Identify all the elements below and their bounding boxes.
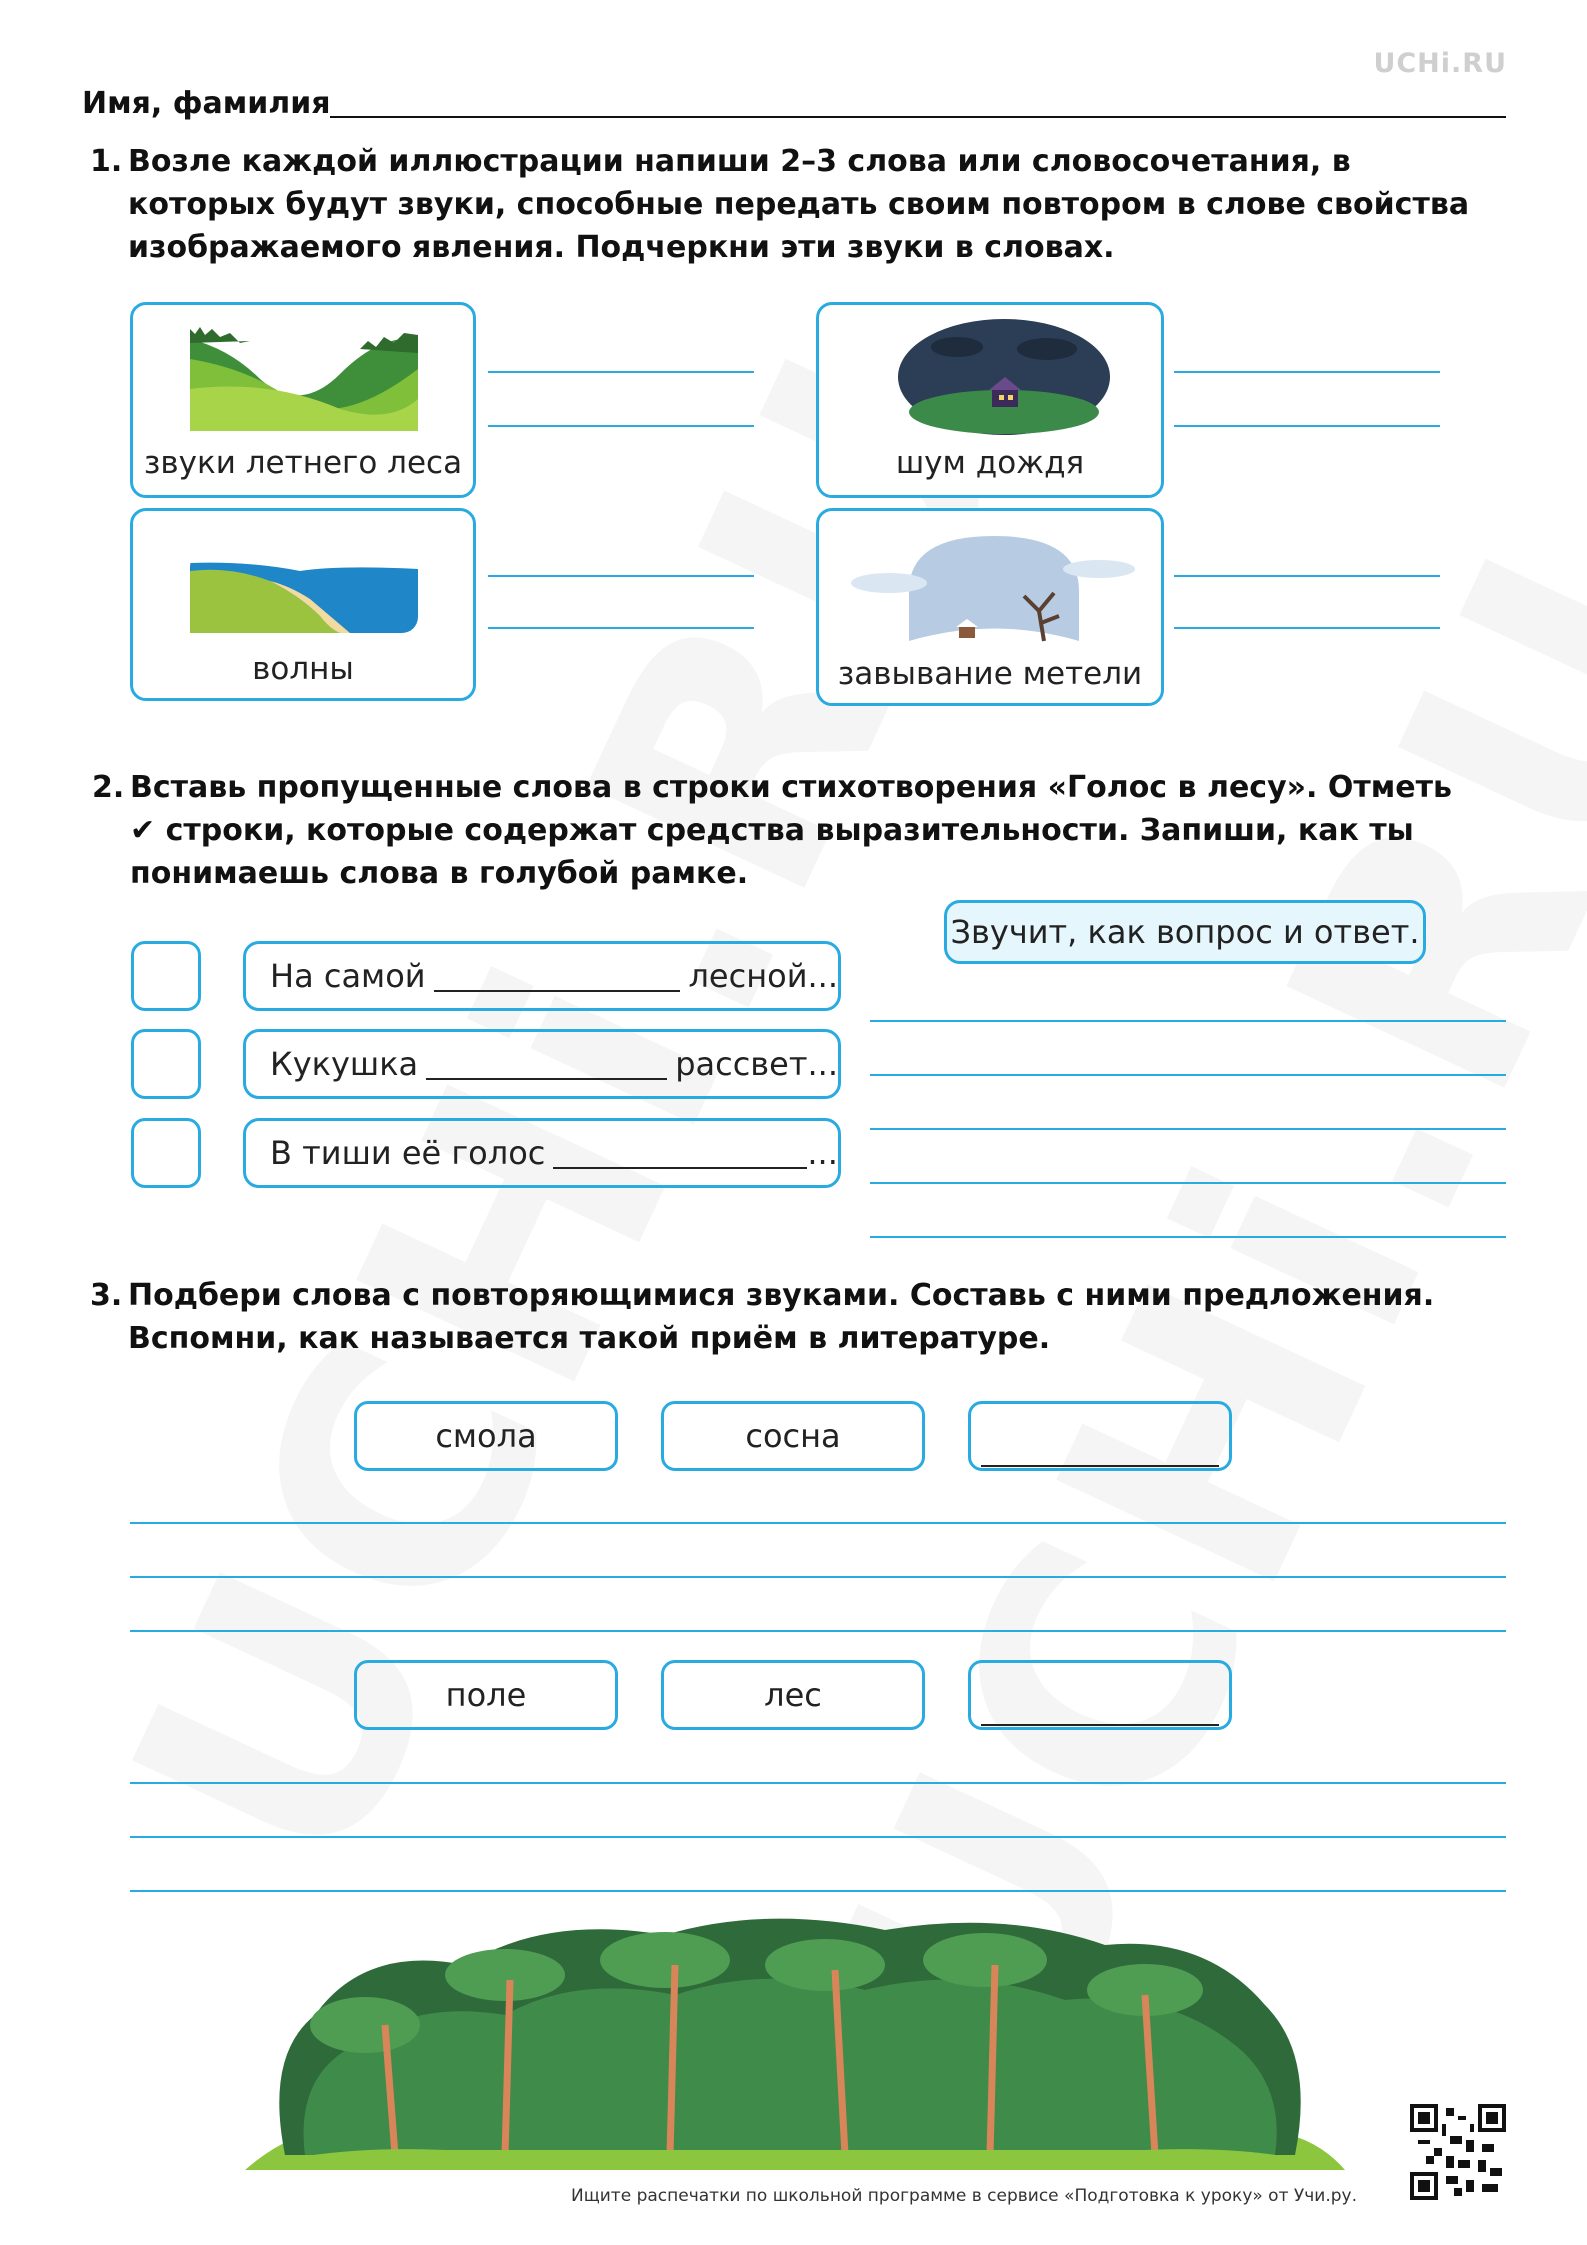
blank-field[interactable] — [981, 1694, 1219, 1726]
card-waves — [130, 508, 476, 701]
word-card: сосна — [661, 1401, 925, 1471]
rain-house-image — [897, 317, 1111, 437]
answer-line[interactable] — [870, 1020, 1506, 1022]
forest-illustration — [245, 1905, 1345, 2170]
word-card: смола — [354, 1401, 618, 1471]
answer-line[interactable] — [130, 1836, 1506, 1838]
uchi-logo: UCHi.RU — [1373, 48, 1507, 79]
task2-instruction: Вставь пропущенные слова в строки стихотворения «Голос в лесу». Отметь ✔ строки, которые содержат средства выразительности. Запиши, как ты понимаешь слова в голубой рамке. — [130, 770, 1452, 891]
answer-line[interactable] — [488, 371, 754, 373]
answer-line[interactable] — [1174, 371, 1440, 373]
answer-line[interactable] — [488, 627, 754, 629]
task3-number: 3. — [90, 1278, 123, 1313]
answer-line[interactable] — [870, 1074, 1506, 1076]
poem-line-before: В тиши её голос — [270, 1134, 546, 1172]
poem-line-after: лесной... — [688, 957, 838, 995]
card-snowstorm — [816, 508, 1164, 706]
answer-line[interactable] — [870, 1182, 1506, 1184]
answer-line[interactable] — [1174, 575, 1440, 577]
word-card: лес — [661, 1660, 925, 1730]
word-input-card[interactable] — [968, 1401, 1232, 1471]
answer-line[interactable] — [870, 1128, 1506, 1130]
poem-line — [243, 1029, 841, 1099]
poem-line-before: На самой — [270, 957, 426, 995]
task2-text — [92, 766, 1460, 895]
answer-line[interactable] — [1174, 425, 1440, 427]
answer-line[interactable] — [130, 1576, 1506, 1578]
poem-line — [243, 941, 841, 1011]
poem-line-after: рассвет... — [675, 1045, 838, 1083]
name-line[interactable] — [330, 116, 1506, 118]
task1-text — [90, 140, 1478, 269]
poem-line — [243, 1118, 841, 1188]
poem-line-after: ... — [807, 1134, 838, 1172]
blank-field[interactable] — [981, 1435, 1219, 1467]
card-label: волны — [252, 651, 354, 687]
answer-line[interactable] — [130, 1522, 1506, 1524]
task1-number: 1. — [90, 144, 123, 179]
task3-text — [90, 1274, 1468, 1360]
task1-instruction: Возле каждой иллюстрации напиши 2–3 слова или словосочетания, в которых будут звуки, способные передать своим повтором в слове свойства изображаемого явления. Подчеркни эти звуки в словах. — [128, 144, 1470, 265]
answer-line[interactable] — [130, 1890, 1506, 1892]
answer-line[interactable] — [130, 1630, 1506, 1632]
summer-forest-hills-image — [190, 319, 418, 431]
blank-field[interactable] — [434, 960, 681, 992]
card-rain — [816, 302, 1164, 498]
checkbox[interactable] — [131, 1118, 201, 1188]
card-summer-forest — [130, 302, 476, 498]
card-label: звуки летнего леса — [143, 445, 463, 481]
checkbox[interactable] — [131, 1029, 201, 1099]
qr-code[interactable] — [1410, 2104, 1506, 2200]
task3-instruction: Подбери слова с повторяющимися звуками. Составь с ними предложения. Вспомни, как называется такой приём в литературе. — [128, 1278, 1435, 1356]
answer-line[interactable] — [130, 1782, 1506, 1784]
footer-text: Ищите распечатки по школьной программе в сервисе «Подготовка к уроку» от Учи.ру. — [571, 2186, 1357, 2206]
answer-line[interactable] — [488, 425, 754, 427]
answer-line[interactable] — [870, 1236, 1506, 1238]
checkbox[interactable] — [131, 941, 201, 1011]
word-card: поле — [354, 1660, 618, 1730]
sea-coast-image — [190, 551, 418, 633]
card-label: шум дождя — [895, 445, 1085, 481]
card-label: завывание метели — [837, 656, 1143, 692]
blank-field[interactable] — [553, 1137, 807, 1169]
task2-number: 2. — [92, 770, 125, 805]
name-label: Имя, фамилия — [82, 86, 331, 121]
poem-line-before: Кукушка — [270, 1045, 419, 1083]
answer-line[interactable] — [488, 575, 754, 577]
answer-line[interactable] — [1174, 627, 1440, 629]
blue-frame-phrase: Звучит, как вопрос и ответ. — [944, 900, 1426, 964]
word-input-card[interactable] — [968, 1660, 1232, 1730]
blank-field[interactable] — [426, 1048, 667, 1080]
snowstorm-image — [849, 531, 1139, 653]
